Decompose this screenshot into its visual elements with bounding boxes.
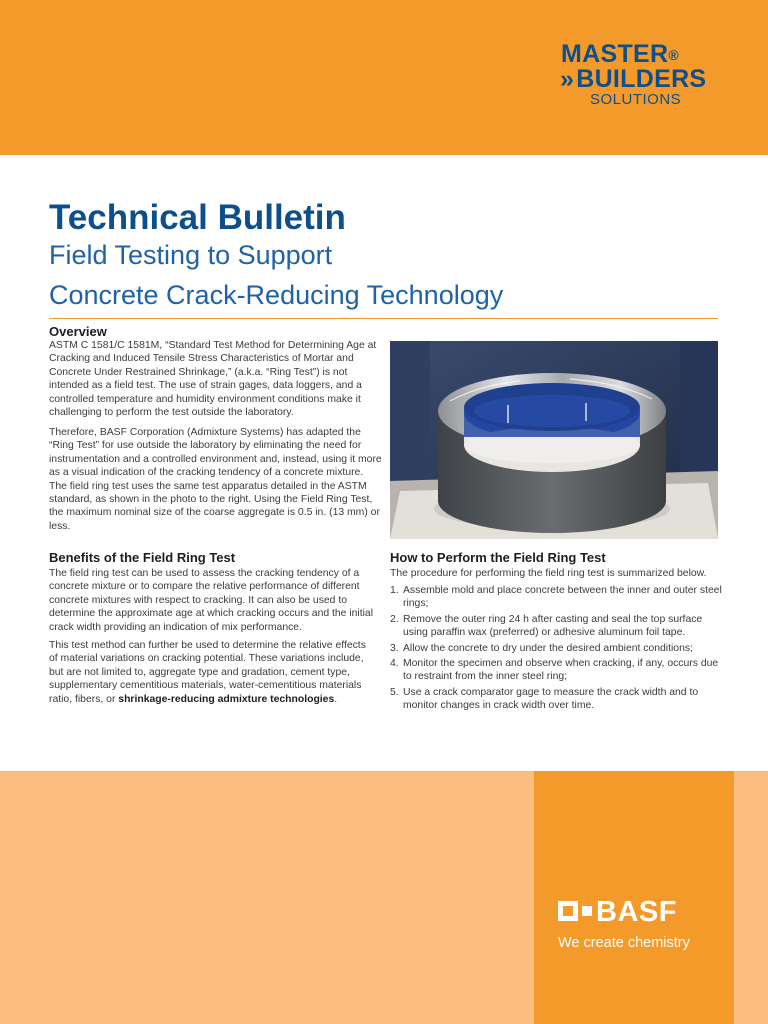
list-item: 3. Allow the concrete to dry under the desired ambient conditions; bbox=[390, 642, 693, 654]
howto-intro: The procedure for performing the field ring test is summarized below. bbox=[390, 568, 707, 579]
benefits-paragraph-1: The field ring test can be used to assess the cracking tendency of a concrete mixture or to compare the relative performance of different concrete mixtures with respect to cracking. It can also be used to determine the approximate age at which cracking occurs and the initial crack width providing an indication of mix performance. bbox=[49, 568, 374, 633]
ring-test-illustration bbox=[390, 341, 718, 539]
logo-line-builders: »BUILDERS bbox=[560, 65, 707, 93]
procedure-list bbox=[390, 584, 725, 715]
logo-line-solutions: SOLUTIONS bbox=[590, 91, 682, 108]
benefits-paragraph-2-end: . bbox=[334, 693, 338, 705]
benefits-heading: Benefits of the Field Ring Test bbox=[49, 550, 236, 565]
master-builders-logo bbox=[561, 42, 706, 108]
shrinkage-reducing-emphasis: shrinkage-reducing admixture technologies bbox=[118, 693, 335, 705]
benefits-paragraph-2 bbox=[49, 639, 377, 706]
benefits-paragraph-2-text: This test method can further be used to determine the relative effects of material variations on cracking potential. These variations include, but are not limited to, aggregate type and gradation, cement type, supplementary cementitious materials, water-cementitious materials ratio, fibers, or bbox=[49, 640, 366, 705]
list-item: 2. Remove the outer ring 24 h after casting and seal the top surface using paraffin wax (preferred) or adhesive aluminum foil tape. bbox=[390, 613, 703, 639]
chevron-icon: » bbox=[560, 65, 575, 93]
page-subtitle-line2: Concrete Crack-Reducing Technology bbox=[49, 280, 504, 310]
page-title: Technical Bulletin bbox=[49, 198, 346, 237]
overview-paragraph-1: ASTM C 1581/C 1581M, “Standard Test Method for Determining Age at Cracking and Induced Tensile Stress Characteristics of Mortar and Concrete Under Restrained Shrinkage,” (a.k.a. “Ring Test”) is not intended as a field test. The use of strain gages, data loggers, and a controlled temperature and humidity environment conditions make it challenging to perform the test outside the laboratory. bbox=[49, 340, 377, 419]
howto-heading: How to Perform the Field Ring Test bbox=[390, 550, 606, 565]
basf-wordmark: BASF bbox=[596, 896, 677, 928]
basf-square-small-icon bbox=[582, 906, 592, 916]
logo-line-master: MASTER® bbox=[561, 40, 679, 68]
list-item: 4. Monitor the specimen and observe when cracking, if any, occurs due to restraint from the inner steel ring; bbox=[390, 658, 719, 683]
page-subtitle-line1: Field Testing to Support bbox=[49, 240, 333, 270]
list-item: 1. Assemble mold and place concrete between the inner and outer steel rings; bbox=[390, 585, 722, 610]
title-divider bbox=[49, 318, 718, 319]
ring-test-photo bbox=[390, 341, 718, 539]
basf-square-outline-icon bbox=[558, 901, 578, 921]
overview-heading: Overview bbox=[49, 324, 107, 339]
overview-paragraph-2: Therefore, BASF Corporation (Admixture Systems) has adapted the “Ring Test” for use outside the laboratory by eliminating the need for instrumentation and a controlled environment and, instead, using it more as a visual indication of the cracking tendency of a concrete mixture. The field ring test uses the same test apparatus detailed in the ASTM standard, as shown in the photo to the right. Using the Field Ring Test, the maximum nominal size of the coarse aggregate is 0.5 in. (13 mm) or less. bbox=[49, 427, 382, 532]
list-item: 5. Use a crack comparator gage to measure the crack width and to monitor changes in crack width over time. bbox=[390, 686, 699, 712]
basf-tagline: We create chemistry bbox=[558, 935, 690, 951]
registered-mark: ® bbox=[668, 47, 679, 63]
